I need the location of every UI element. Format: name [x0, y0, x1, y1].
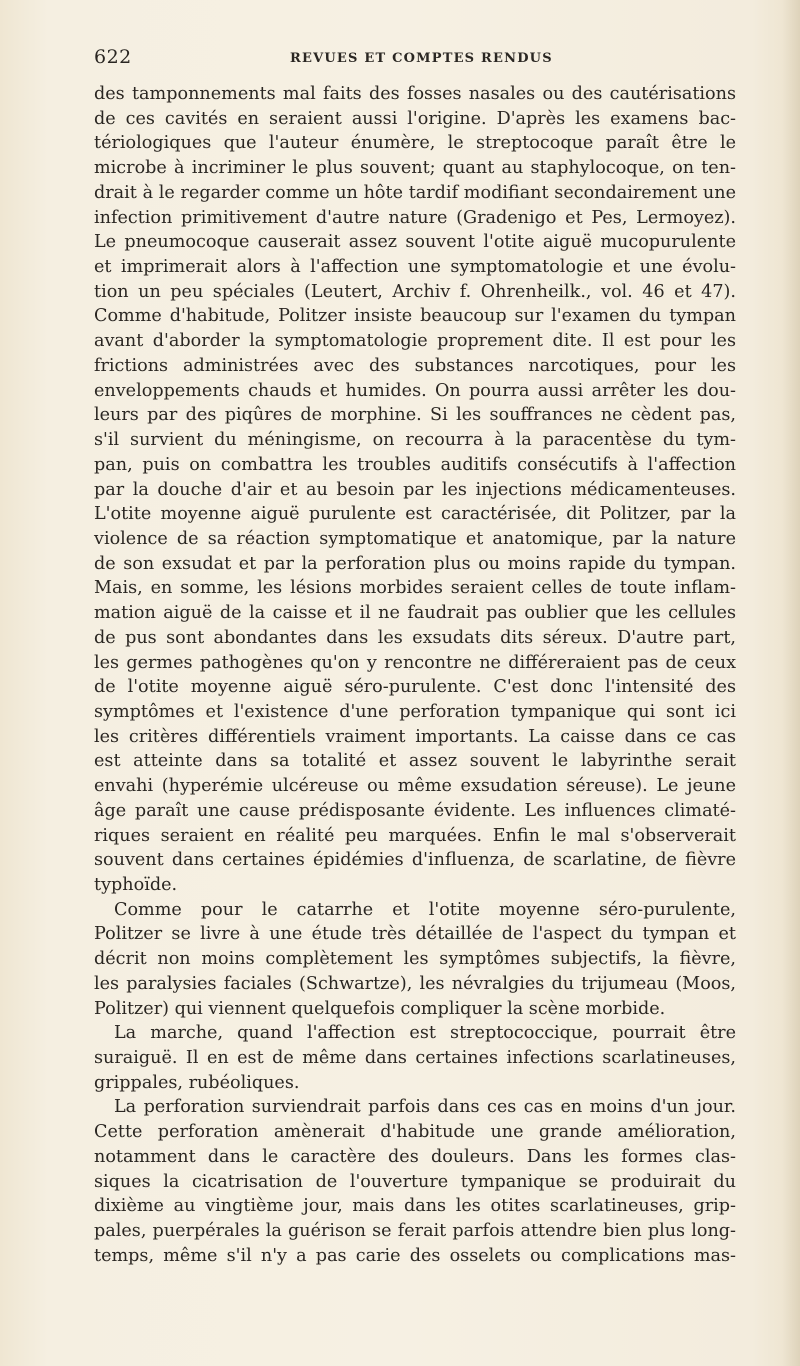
- text-line: dixième au vingtième jour, mais dans les otites scarlatineuses, grip-: [94, 1196, 736, 1217]
- text-line: s'il survient du méningisme, on recourra à la paracentèse du tym-: [94, 430, 736, 451]
- text-line: symptômes et l'existence d'une perforation tympanique qui sont ici: [94, 701, 736, 722]
- text-line: infection primitivement d'autre nature (Gradenigo et Pes, Lermoyez).: [94, 207, 736, 228]
- text-line: décrit non moins complètement les symptômes subjectifs, la fièvre,: [94, 949, 736, 970]
- text-line: est atteinte dans sa totalité et assez souvent le labyrinthe serait: [94, 751, 736, 772]
- text-line: Politzer se livre à une étude très détaillée de l'aspect du tympan et: [94, 924, 736, 945]
- text-line: envahi (hyperémie ulcéreuse ou même exsudation séreuse). Le jeune: [94, 776, 736, 797]
- text-line: riques seraient en réalité peu marquées. Enfin le mal s'observerait: [94, 825, 736, 846]
- page-edge-shadow: [782, 0, 800, 1366]
- text-line: Comme d'habitude, Politzer insiste beaucoup sur l'examen du tympan: [94, 306, 736, 327]
- page-number: 622: [94, 46, 132, 68]
- text-line: souvent dans certaines épidémies d'influenza, de scarlatine, de fièvre: [94, 850, 736, 871]
- text-line: Mais, en somme, les lésions morbides seraient celles de toute inflam-: [94, 578, 736, 599]
- text-line: suraiguë. Il en est de même dans certaines infections scarlatineuses,: [94, 1048, 736, 1069]
- text-line: La perforation surviendrait parfois dans ces cas en moins d'un jour.: [114, 1097, 736, 1118]
- text-line: âge paraît une cause prédisposante évidente. Les influences climaté-: [94, 800, 736, 821]
- text-line: microbe à incriminer le plus souvent; quant au staphylocoque, on ten-: [94, 158, 736, 179]
- body-text: [94, 82, 736, 1269]
- text-line: drait à le regarder comme un hôte tardif modifiant secondairement une: [94, 182, 736, 203]
- text-line: les paralysies faciales (Schwartze), les névralgies du trijumeau (Moos,: [94, 973, 736, 994]
- text-line: avant d'aborder la symptomatologie proprement dite. Il est pour les: [94, 331, 736, 352]
- running-header: [94, 46, 734, 70]
- text-line: de l'otite moyenne aiguë séro-purulente. C'est donc l'intensité des: [94, 677, 736, 698]
- text-line: tion un peu spéciales (Leutert, Archiv f. Ohrenheilk., vol. 46 et 47).: [94, 281, 736, 302]
- text-line: violence de sa réaction symptomatique et anatomique, par la nature: [94, 528, 736, 549]
- text-line: La marche, quand l'affection est streptococcique, pourrait être: [114, 1023, 736, 1044]
- text-line: Le pneumocoque causerait assez souvent l'otite aiguë mucopurulente: [94, 232, 736, 253]
- text-line: pan, puis on combattra les troubles auditifs consécutifs à l'affection: [94, 454, 736, 475]
- text-line: Cette perforation amènerait d'habitude une grande amélioration,: [94, 1122, 736, 1143]
- text-line: les critères différentiels vraiment importants. La caisse dans ce cas: [94, 726, 736, 747]
- text-line: mation aiguë de la caisse et il ne faudrait pas oublier que les cellules: [94, 603, 736, 624]
- text-line: les germes pathogènes qu'on y rencontre ne différeraient pas de ceux: [94, 652, 736, 673]
- text-line: enveloppements chauds et humides. On pourra aussi arrêter les dou-: [94, 380, 736, 401]
- text-line: frictions administrées avec des substances narcotiques, pour les: [94, 355, 736, 376]
- text-line: siques la cicatrisation de l'ouverture tympanique se produirait du: [94, 1171, 736, 1192]
- text-line: leurs par des piqûres de morphine. Si les souffrances ne cèdent pas,: [94, 405, 736, 426]
- text-line: Comme pour le catarrhe et l'otite moyenne séro-purulente,: [114, 899, 736, 920]
- text-line: et imprimerait alors à l'affection une symptomatologie et une évolu-: [94, 257, 736, 278]
- text-line: de pus sont abondantes dans les exsudats dits séreux. D'autre part,: [94, 627, 736, 648]
- text-line: typhoïde.: [94, 875, 178, 895]
- text-line: temps, même s'il n'y a pas carie des osselets ou complications mas-: [94, 1245, 736, 1266]
- text-line: de ces cavités en seraient aussi l'origine. D'après les examens bac-: [94, 108, 736, 129]
- text-line: tériologiques que l'auteur énumère, le streptocoque paraît être le: [94, 133, 736, 154]
- text-line: pales, puerpérales la guérison se ferait parfois attendre bien plus long-: [94, 1221, 736, 1242]
- text-line: Politzer) qui viennent quelquefois compliquer la scène morbide.: [94, 998, 666, 1019]
- journal-title: REVUES ET COMPTES RENDUS: [290, 51, 553, 66]
- text-line: de son exsudat et par la perforation plus ou moins rapide du tympan.: [94, 553, 736, 574]
- text-line: notamment dans le caractère des douleurs. Dans les formes clas-: [94, 1146, 736, 1167]
- text-line: par la douche d'air et au besoin par les injections médicamenteuses.: [94, 479, 736, 500]
- text-line: L'otite moyenne aiguë purulente est caractérisée, dit Politzer, par la: [94, 504, 736, 525]
- text-line: grippales, rubéoliques.: [94, 1072, 300, 1093]
- text-line: des tamponnements mal faits des fosses nasales ou des cautérisations: [94, 84, 736, 104]
